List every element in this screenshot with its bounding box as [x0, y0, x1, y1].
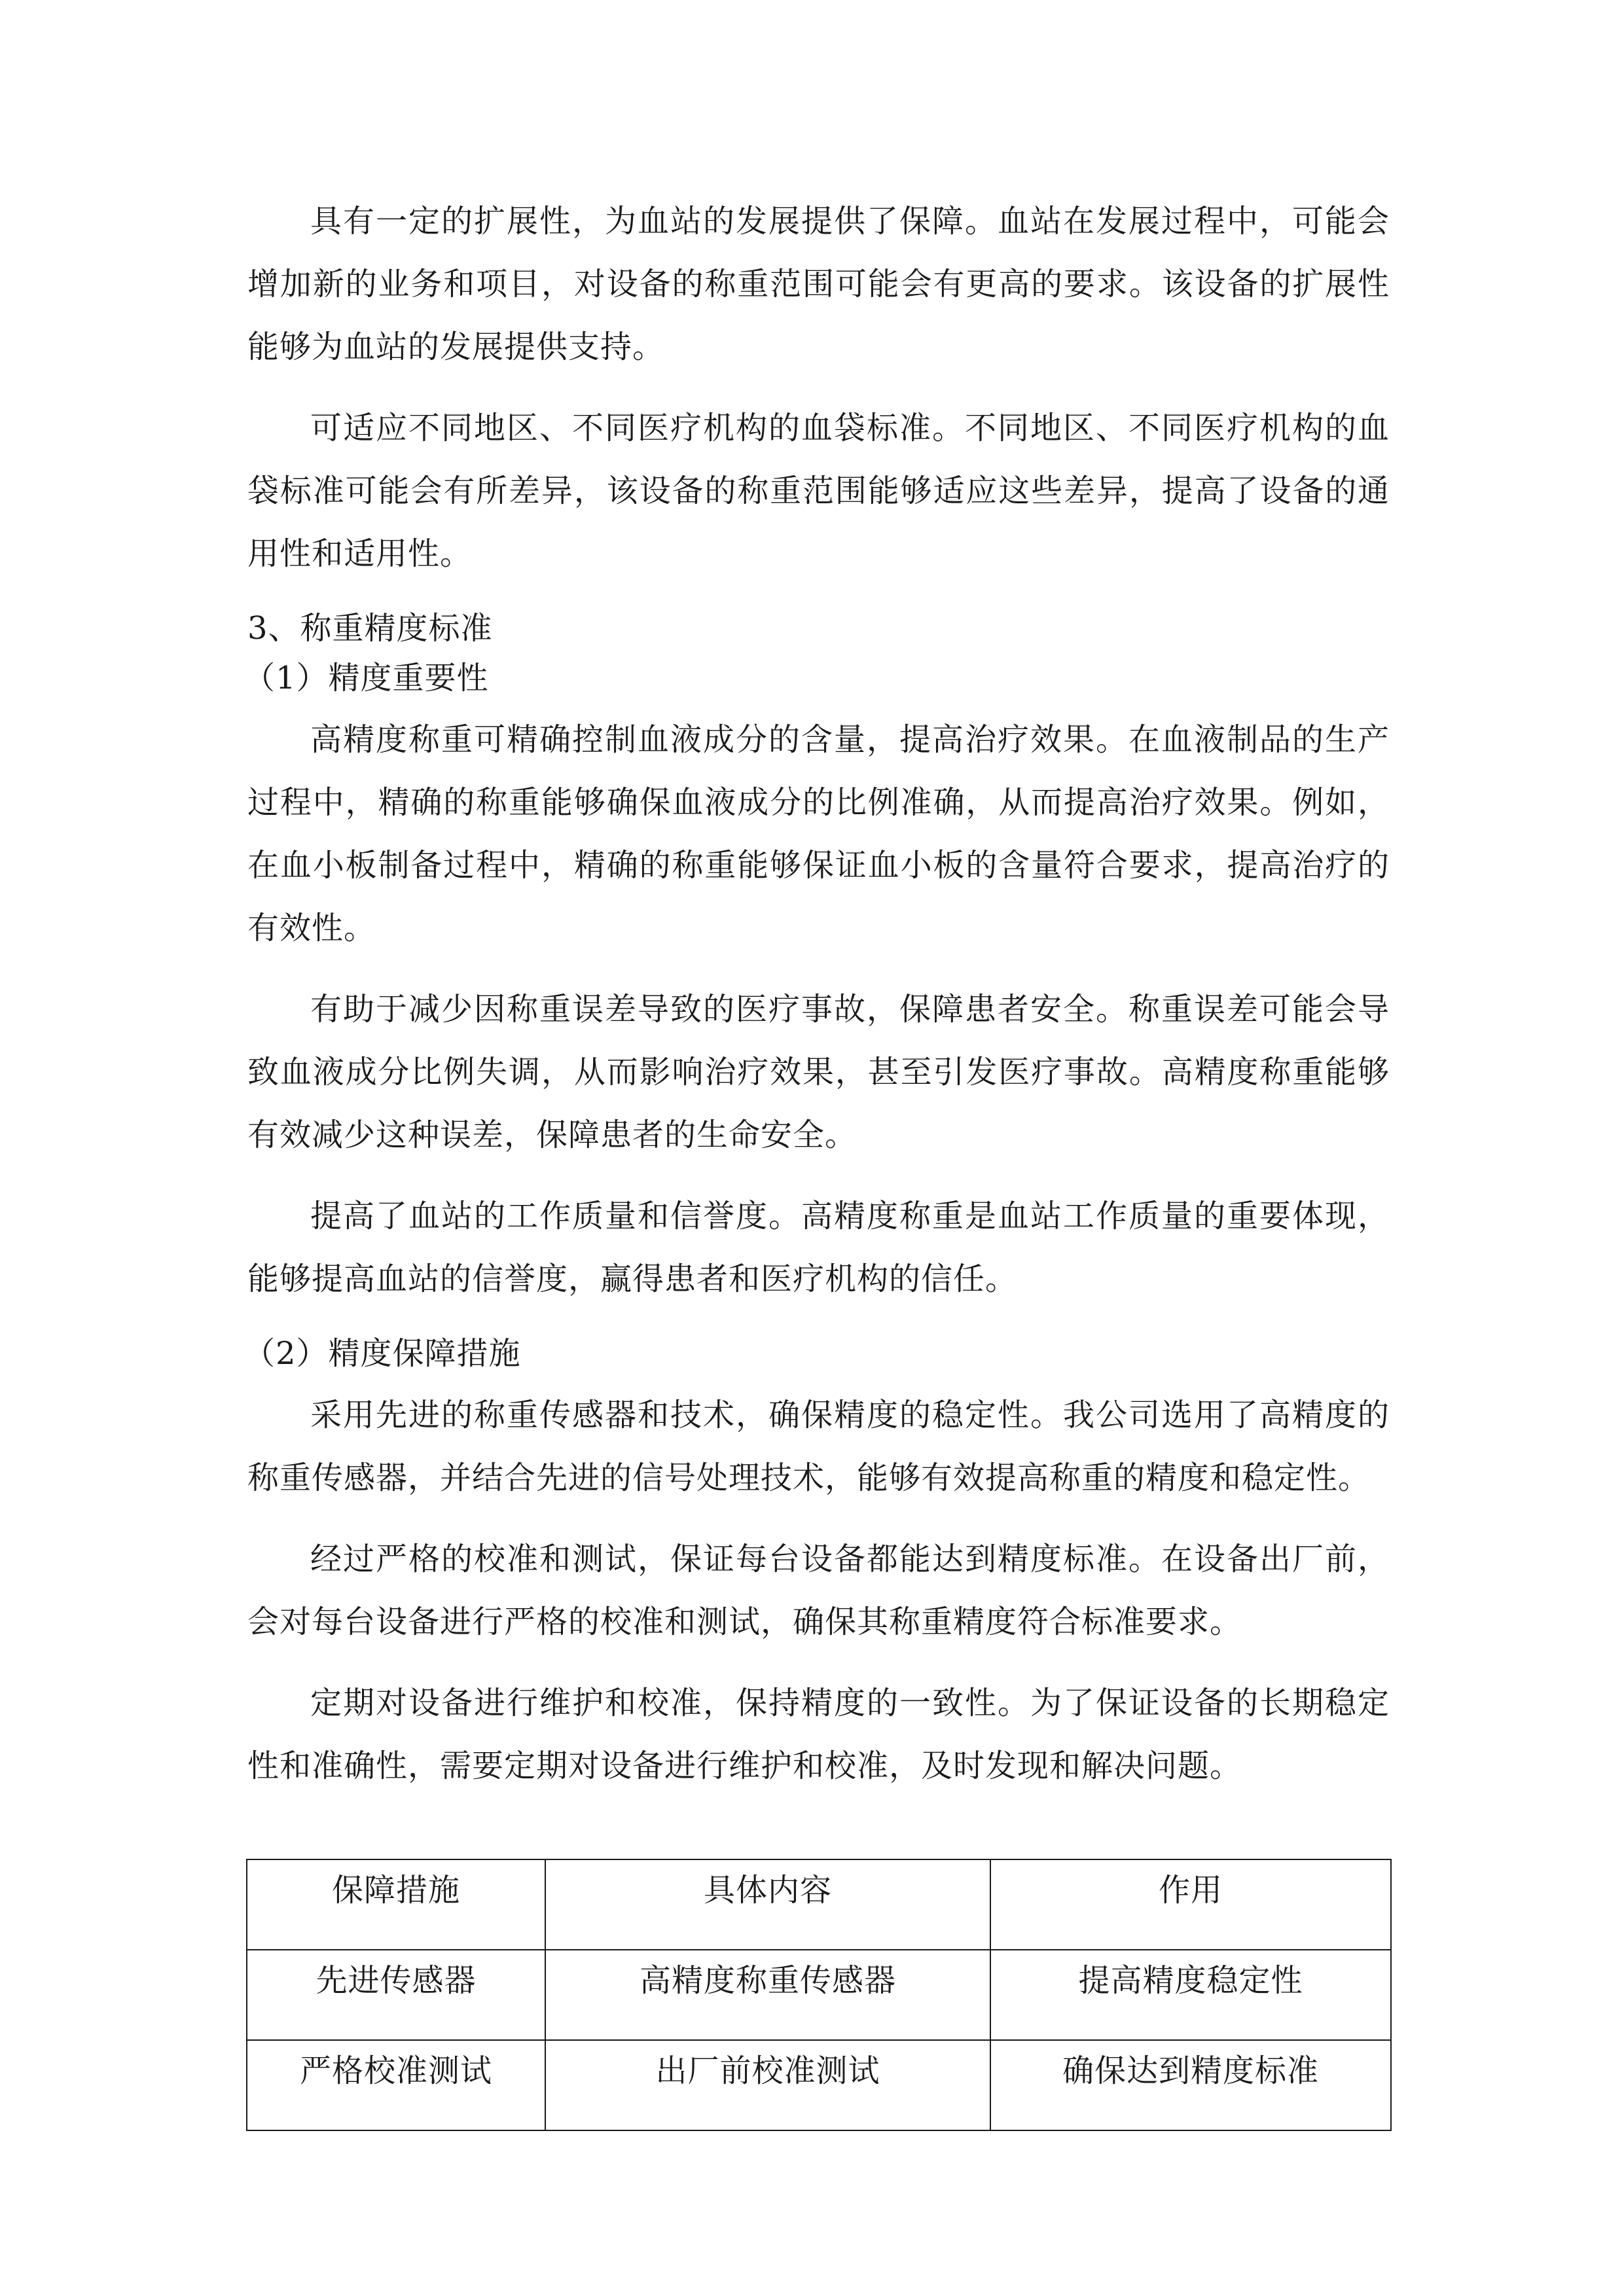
table-header-cell: 作用: [990, 1859, 1391, 1950]
table-row: [247, 2040, 1391, 2130]
paragraph-extensibility: 具有一定的扩展性，为血站的发展提供了保障。血站在发展过程中，可能会增加新的业务和项目，对设备的称重范围可能会有更高的要求。该设备的扩展性能够为血站的发展提供支持。: [247, 203, 1390, 365]
paragraph-reduce-accidents: 有助于减少因称重误差导致的医疗事故，保障患者安全。称重误差可能会导致血液成分比例失调，从而影响治疗效果，甚至引发医疗事故。高精度称重能够有效减少这种误差，保障患者的生命安全。: [247, 991, 1390, 1153]
table-row: [247, 1950, 1391, 2040]
subheading-precision-importance: （1）精度重要性: [244, 660, 489, 696]
paragraph-blood-bag-standards: 可适应不同地区、不同医疗机构的血袋标准。不同地区、不同医疗机构的血袋标准可能会有所差异，该设备的称重范围能够适应这些差异，提高了设备的通用性和适用性。: [247, 410, 1390, 572]
table-header-cell: 保障措施: [247, 1859, 545, 1950]
table-header-cell: 具体内容: [545, 1859, 990, 1950]
measures-table: [246, 1859, 1392, 2131]
paragraph-work-quality: 提高了血站的工作质量和信誉度。高精度称重是血站工作质量的重要体现，能够提高血站的信誉度，赢得患者和医疗机构的信任。: [247, 1198, 1390, 1297]
table-cell: 高精度称重传感器: [545, 1950, 990, 2040]
table-header-row: [247, 1859, 1391, 1950]
paragraph-advanced-sensors: 采用先进的称重传感器和技术，确保精度的稳定性。我公司选用了高精度的称重传感器，并结合先进的信号处理技术，能够有效提高称重的精度和稳定性。: [247, 1397, 1390, 1496]
paragraph-regular-maintenance: 定期对设备进行维护和校准，保持精度的一致性。为了保证设备的长期稳定性和准确性，需要定期对设备进行维护和校准，及时发现和解决问题。: [247, 1685, 1390, 1784]
table-cell: 出厂前校准测试: [545, 2040, 990, 2130]
table-cell: 确保达到精度标准: [990, 2040, 1391, 2130]
table-cell: 严格校准测试: [247, 2040, 545, 2130]
document-body: [244, 190, 1390, 1816]
paragraph-calibration-testing: 经过严格的校准和测试，保证每台设备都能达到精度标准。在设备出厂前，会对每台设备进行严格的校准和测试，确保其称重精度符合标准要求。: [247, 1541, 1390, 1640]
table-cell: 提高精度稳定性: [990, 1950, 1391, 2040]
section-heading-precision-standard: 3、称重精度标准: [247, 610, 493, 647]
subheading-precision-measures: （2）精度保障措施: [244, 1335, 521, 1372]
table-cell: 先进传感器: [247, 1950, 545, 2040]
paragraph-precision-control: 高精度称重可精确控制血液成分的含量，提高治疗效果。在血液制品的生产过程中，精确的称重能够确保血液成分的比例准确，从而提高治疗效果。例如，在血小板制备过程中，精确的称重能够保证血小板的含量符合要求，提高治疗的有效性。: [247, 721, 1390, 946]
